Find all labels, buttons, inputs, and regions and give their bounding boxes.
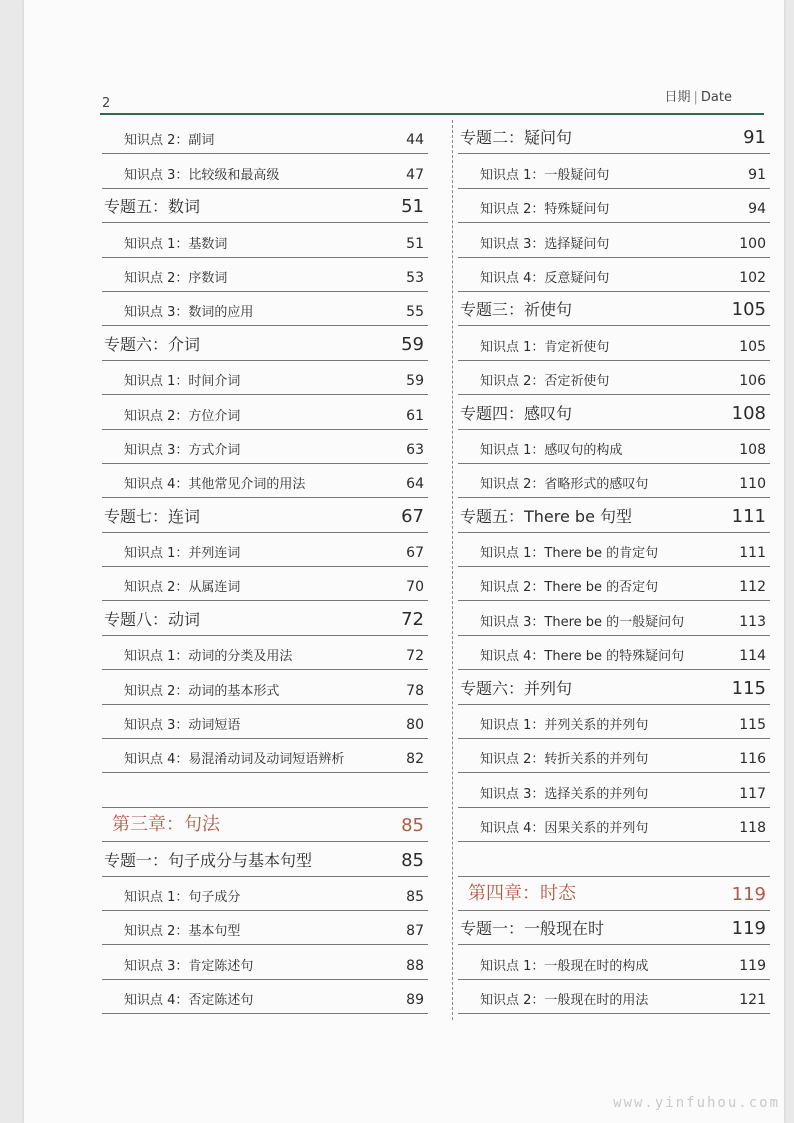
toc-entry-page: 108 [739,441,766,458]
toc-entry-title: 知识点 1：动词的分类及用法 [124,649,293,665]
toc-entry-page: 63 [406,441,424,458]
toc-entry-page: 72 [406,648,424,665]
toc-entry-page: 87 [406,923,424,940]
toc-row-item [102,258,428,292]
toc-row-blank [102,773,428,807]
toc-entry-page: 89 [406,992,424,1009]
toc-entry-title: 知识点 3：方式介词 [124,442,241,458]
toc-entry-title: 知识点 3：比较级和最高级 [124,167,280,183]
toc-entry-title: 知识点 3：动词短语 [124,718,241,734]
toc-entry-page: 78 [406,682,424,699]
toc-entry-title: 知识点 2：序数词 [124,270,228,286]
toc-entry-page: 80 [406,717,424,734]
toc-entry-page: 64 [406,476,424,493]
toc-entry-title: 专题五：There be 句型 [460,506,633,526]
toc-entry-page: 85 [406,888,424,905]
toc-row-item [102,464,428,498]
toc-entry-title: 知识点 2：从属连词 [124,580,241,596]
toc-row-item [458,567,770,601]
toc-row-item [458,326,770,360]
toc-row-topic [102,326,428,360]
toc-entry-page: 59 [401,333,424,355]
toc-entry-page: 102 [739,269,766,286]
toc-entry-title: 第四章：时态 [468,882,576,904]
toc-entry-page: 67 [406,545,424,562]
toc-row-item [102,120,428,154]
toc-entry-page: 61 [406,407,424,424]
toc-row-item [458,189,770,223]
toc-row-topic [458,292,770,326]
toc-entry-page: 119 [731,918,766,940]
toc-row-item [458,636,770,670]
toc-entry-title: 知识点 1：感叹句的构成 [480,442,623,458]
toc-entry-title: 知识点 1：基数词 [124,236,228,252]
toc-entry-page: 115 [739,717,766,734]
toc-entry-title: 专题五：数词 [104,197,201,217]
toc-entry-title: 知识点 4：反意疑问句 [480,270,610,286]
toc-entry-title: 专题一：一般现在时 [460,919,605,939]
toc-entry-page: 85 [401,815,424,837]
toc-row-item [458,601,770,635]
toc-row-item [102,292,428,326]
toc-entry-page: 82 [406,751,424,768]
toc-row-item [102,705,428,739]
toc-entry-title: 专题一：句子成分与基本句型 [104,850,313,870]
toc-entry-page: 47 [406,166,424,183]
toc-entry-page: 117 [739,785,766,802]
toc-row-topic [458,670,770,704]
toc-entry-page: 121 [739,992,766,1009]
toc-row-item [458,739,770,773]
toc-entry-page: 94 [748,201,766,218]
toc-entry-page: 91 [748,166,766,183]
toc-entry-title: 知识点 2：动词的基本形式 [124,683,280,699]
toc-entry-page: 85 [401,849,424,871]
toc-entry-page: 110 [739,476,766,493]
toc-right-column [458,120,770,1014]
toc-row-topic [458,120,770,154]
toc-row-item [102,670,428,704]
toc-entry-page: 112 [739,579,766,596]
toc-entry-page: 108 [731,402,766,424]
toc-entry-page: 72 [401,608,424,630]
toc-entry-title: 知识点 2：否定祈使句 [480,374,610,390]
toc-entry-page: 53 [406,269,424,286]
toc-entry-title: 知识点 3：肯定陈述句 [124,958,254,974]
toc-row-item [458,773,770,807]
toc-entry-title: 专题三：祈使句 [460,300,573,320]
toc-entry-title: 知识点 3：选择疑问句 [480,236,610,252]
toc-entry-page: 51 [401,196,424,218]
toc-entry-page: 44 [406,132,424,149]
toc-row-item [102,636,428,670]
toc-entry-page: 118 [739,820,766,837]
toc-row-item [458,258,770,292]
header-rule [100,113,764,115]
toc-row-item [102,533,428,567]
toc-row-item [102,361,428,395]
toc-entry-page: 114 [739,648,766,665]
toc-row-item [102,980,428,1014]
toc-row-item [458,464,770,498]
toc-entry-title: 知识点 3：There be 的一般疑问句 [480,614,685,630]
toc-entry-page: 116 [739,751,766,768]
toc-row-topic [102,498,428,532]
toc-row-blank [458,842,770,876]
toc-entry-title: 知识点 4：否定陈述句 [124,993,254,1009]
toc-entry-page: 105 [731,299,766,321]
toc-row-item [102,911,428,945]
toc-entry-title: 知识点 2：特殊疑问句 [480,202,610,218]
toc-entry-page: 119 [731,883,766,905]
toc-entry-title: 第三章：句法 [112,814,220,836]
toc-row-item [102,739,428,773]
date-label [665,86,732,105]
toc-entry-title: 知识点 4：易混淆动词及动词短语辨析 [124,752,345,768]
toc-entry-title: 专题四：感叹句 [460,403,573,423]
toc-entry-title: 知识点 1：并列关系的并列句 [480,718,649,734]
toc-entry-page: 91 [743,127,766,149]
toc-entry-page: 111 [739,545,766,562]
notebook-page [24,0,784,1123]
toc-row-item [458,154,770,188]
toc-row-item [102,154,428,188]
watermark: www.yinfuhou.com [613,1095,780,1111]
toc-entry-title: 知识点 2：省略形式的感叹句 [480,477,649,493]
toc-entry-title: 专题八：动词 [104,609,201,629]
toc-row-item [458,223,770,257]
toc-entry-title: 知识点 1：一般现在时的构成 [480,958,649,974]
toc-row-chapter [102,808,428,842]
toc-row-item [102,567,428,601]
toc-row-item [458,533,770,567]
toc-entry-page: 88 [406,957,424,974]
toc-entry-title: 知识点 1：一般疑问句 [480,167,610,183]
toc-entry-title: 专题七：连词 [104,506,201,526]
toc-entry-title: 专题二：疑问句 [460,128,573,148]
toc-entry-title: 知识点 1：句子成分 [124,889,241,905]
toc-row-item [102,223,428,257]
toc-entry-page: 106 [739,373,766,390]
toc-entry-title: 知识点 2：基本句型 [124,924,241,940]
toc-entry-title: 知识点 2：转折关系的并列句 [480,752,649,768]
toc-left-column [102,120,428,1014]
toc-row-item [458,705,770,739]
toc-entry-page: 111 [731,505,766,527]
toc-row-item [458,945,770,979]
toc-entry-page: 70 [406,579,424,596]
toc-entry-title: 知识点 2：一般现在时的用法 [480,993,649,1009]
toc-entry-title: 知识点 2：方位介词 [124,408,241,424]
toc-entry-page: 51 [406,235,424,252]
toc-row-item [102,945,428,979]
toc-entry-title: 专题六：并列句 [460,678,573,698]
toc-entry-page: 59 [406,373,424,390]
toc-row-item [458,980,770,1014]
toc-entry-page: 113 [739,613,766,630]
toc-entry-page: 55 [406,304,424,321]
toc-entry-page: 119 [739,957,766,974]
toc-row-item [102,877,428,911]
toc-entry-title: 知识点 1：There be 的肯定句 [480,546,659,562]
column-divider [452,120,453,1020]
toc-entry-title: 知识点 2：There be 的否定句 [480,580,659,596]
toc-row-topic [102,842,428,876]
page-number: 2 [102,96,111,111]
toc-entry-title: 知识点 2：副词 [124,133,215,149]
toc-row-item [458,361,770,395]
toc-entry-title: 知识点 1：并列连词 [124,546,241,562]
toc-entry-page: 67 [401,505,424,527]
toc-entry-title: 知识点 4：其他常见介词的用法 [124,477,306,493]
toc-row-chapter [458,877,770,911]
toc-entry-title: 知识点 3：选择关系的并列句 [480,786,649,802]
toc-entry-page: 115 [731,677,766,699]
toc-entry-page: 100 [739,235,766,252]
toc-row-topic [458,498,770,532]
toc-row-topic [458,395,770,429]
toc-entry-title: 知识点 1：时间介词 [124,374,241,390]
date-label-cn: 日期 [664,90,691,105]
toc-entry-title: 知识点 4：因果关系的并列句 [480,821,649,837]
toc-entry-title: 专题六：介词 [104,334,201,354]
toc-row-item [102,430,428,464]
toc-row-item [458,430,770,464]
toc-row-item [458,808,770,842]
toc-row-topic [458,911,770,945]
toc-entry-title: 知识点 1：肯定祈使句 [480,339,610,355]
toc-row-item [102,395,428,429]
toc-entry-page: 105 [739,338,766,355]
toc-row-topic [102,189,428,223]
toc-entry-title: 知识点 3：数词的应用 [124,305,254,321]
date-separator: | [693,90,698,105]
toc-entry-title: 知识点 4：There be 的特殊疑问句 [480,649,685,665]
toc-row-topic [102,601,428,635]
date-label-en: Date [700,90,732,105]
